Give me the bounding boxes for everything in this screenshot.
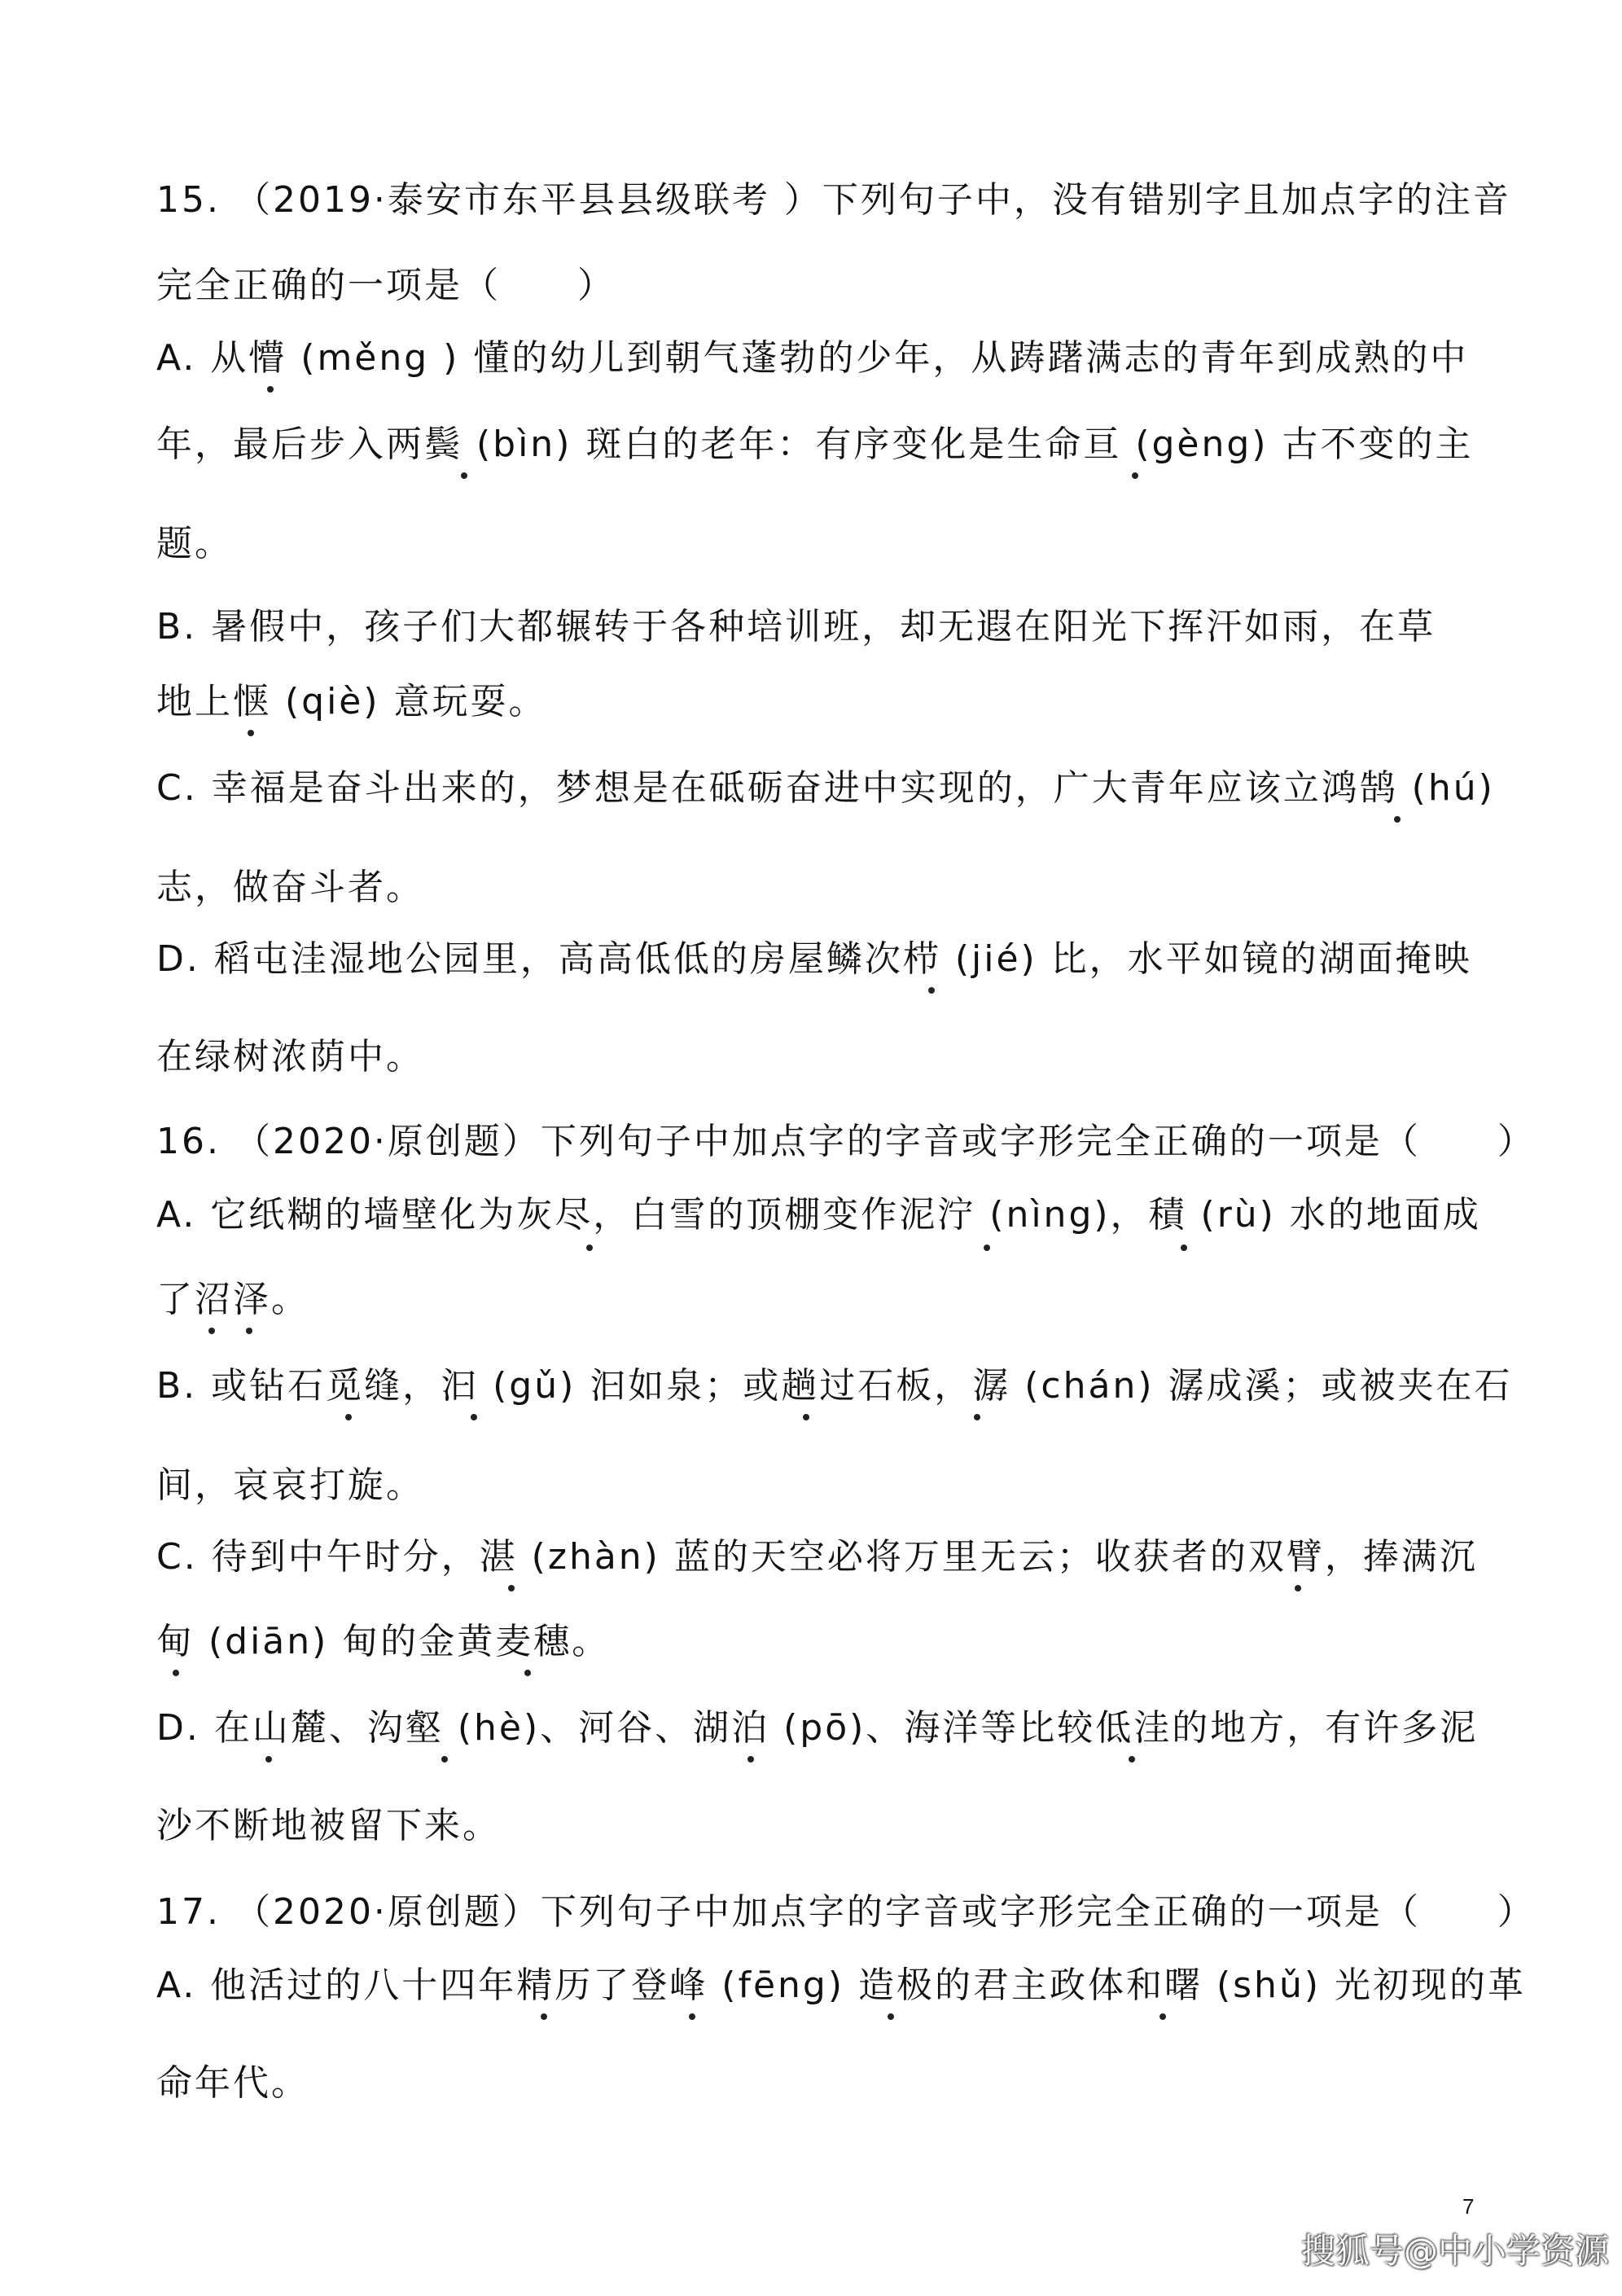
q16-stem: 16. （2020·原创题）下列句子中加点字的字音或字形完全正确的一项是（ ）	[156, 1121, 1536, 1162]
q15-stem-line-1: 15. （2019·泰安市东平县县级联考 ）下列句子中，没有错别字且加点字的注音	[156, 179, 1511, 221]
emphasis-dot	[173, 1670, 179, 1676]
q15-option-d-line-2: 在绿树浓荫中。	[156, 1036, 424, 1078]
emphasis-dot	[461, 472, 467, 479]
emphasis-dot	[441, 1756, 448, 1763]
q16-option-c-line-2: 甸 (diān) 甸的金黄麦穗。	[156, 1621, 611, 1662]
emphasis-dot	[586, 1245, 593, 1251]
emphasis-dot	[974, 1414, 980, 1420]
q15-stem-line-2: 完全正确的一项是（ ）	[156, 265, 616, 306]
q16-option-b-line-1: B. 或钻石觅缝，汩 (gǔ) 汩如泉；或趟过石板，潺 (chán) 潺成溪；或被夹在石	[156, 1365, 1513, 1407]
q16-option-d-line-2: 沙不断地被留下来。	[156, 1805, 501, 1846]
emphasis-dot	[267, 386, 274, 393]
emphasis-dot	[1129, 1756, 1135, 1763]
emphasis-dot	[928, 987, 935, 994]
emphasis-dot	[471, 1414, 477, 1420]
emphasis-dot	[1295, 1585, 1301, 1591]
q15-option-a-line-1: A. 从懵 (měng ) 懂的幼儿到朝气蓬勃的少年，从踌躇满志的青年到成熟的中	[156, 337, 1469, 379]
q17-stem: 17. （2020·原创题）下列句子中加点字的字音或字形完全正确的一项是（ ）	[156, 1891, 1536, 1933]
emphasis-dot	[248, 730, 254, 736]
emphasis-dot	[1181, 1245, 1187, 1251]
q15-option-a-line-2: 年，最后步入两鬓 (bìn) 斑白的老年：有序变化是生命亘 (gèng) 古不变的主	[156, 424, 1474, 465]
q15-option-a-line-3: 题。	[156, 523, 233, 564]
watermark: 搜狐号@中小学资源	[1301, 2231, 1610, 2271]
q16-option-a-line-2: 了沼泽。	[156, 1279, 309, 1320]
emphasis-dot	[803, 1414, 809, 1420]
emphasis-dot	[747, 1756, 754, 1763]
emphasis-dot	[888, 2013, 894, 2020]
emphasis-dot	[345, 1414, 352, 1420]
q16-option-a-line-1: A. 它纸糊的墙壁化为灰尽，白雪的顶棚变作泥泞 (nìng)，積 (rù) 水的地面成	[156, 1194, 1481, 1236]
emphasis-dot	[508, 1585, 515, 1591]
emphasis-dot	[1160, 2013, 1166, 2020]
emphasis-dot	[1394, 816, 1401, 823]
q15-option-d-line-1: D. 稻屯洼湿地公园里，高高低低的房屋鳞次栉 (jié) 比，水平如镜的湖面掩映	[156, 938, 1472, 980]
emphasis-dot	[541, 2013, 547, 2020]
emphasis-dot	[524, 1670, 531, 1676]
q15-option-c-line-1: C. 幸福是奋斗出来的，梦想是在砥砺奋进中实现的，广大青年应该立鸿鹄 (hú)	[156, 767, 1495, 809]
q16-option-b-line-2: 间，哀哀打旋。	[156, 1464, 424, 1506]
emphasis-dot	[208, 1328, 215, 1334]
emphasis-dot	[246, 1328, 252, 1334]
q17-option-a-line-1: A. 他活过的八十四年精历了登峰 (fēng) 造极的君主政体和曙 (shǔ) 光初现的革	[156, 1965, 1526, 2006]
q15-option-c-line-2: 志，做奋斗者。	[156, 867, 424, 908]
q16-option-d-line-1: D. 在山麓、沟壑 (hè)、河谷、湖泊 (pō)、海洋等比较低洼的地方，有许多泥	[156, 1707, 1479, 1749]
q15-option-b-line-2: 地上惬 (qiè) 意玩耍。	[156, 681, 547, 722]
q16-option-c-line-1: C. 待到中午时分，湛 (zhàn) 蓝的天空必将万里无云；收获者的双臂，捧满沉	[156, 1536, 1478, 1578]
q17-option-a-line-2: 命年代。	[156, 2062, 309, 2104]
emphasis-dot	[689, 2013, 695, 2020]
q15-option-b-line-1: B. 暑假中，孩子们大都辗转于各种培训班，却无遐在阳光下挥汗如雨，在草	[156, 606, 1436, 648]
emphasis-dot	[1132, 472, 1138, 479]
emphasis-dot	[984, 1245, 990, 1251]
page-number: 7	[1462, 2194, 1475, 2219]
emphasis-dot	[265, 1756, 272, 1763]
